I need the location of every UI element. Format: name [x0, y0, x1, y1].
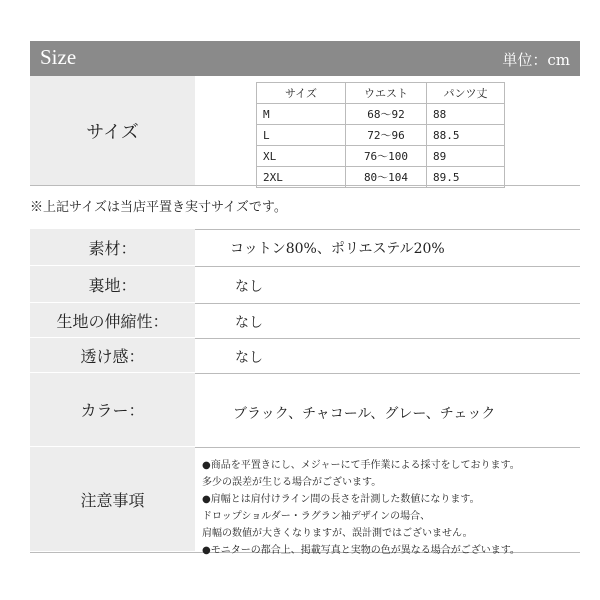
- table-cell: 80〜104: [346, 167, 427, 188]
- column-header: パンツ丈: [427, 83, 505, 104]
- table-cell: M: [257, 104, 346, 125]
- spec-row-lining: [30, 266, 580, 304]
- spec-value: なし: [235, 279, 263, 295]
- spec-row-caution: [30, 447, 580, 556]
- size-header-bar: [30, 41, 580, 76]
- spec-row-color: [30, 373, 580, 448]
- spec-label: 素材：: [30, 229, 195, 265]
- caution-line: ●肩幅とは肩付けライン間の長さを計測した数値になります。: [202, 494, 480, 505]
- spec-label: 注意事項: [30, 447, 195, 551]
- table-cell: 88.5: [427, 125, 505, 146]
- table-cell: 68〜92: [346, 104, 427, 125]
- table-cell: 89.5: [427, 167, 505, 188]
- unit-label: 単位：cm: [502, 51, 570, 69]
- spec-label: カラー：: [30, 373, 195, 446]
- section-title: Size: [40, 45, 77, 69]
- table-cell: 89: [427, 146, 505, 167]
- caution-line: 肩幅の数値が大きくなりますが、誤計測ではございません。: [202, 528, 473, 539]
- column-header: ウエスト: [346, 83, 427, 104]
- spec-label: 生地の伸縮性：: [30, 303, 195, 337]
- table-row: [257, 104, 505, 125]
- spec-value: コットン80%、ポリエステル20%: [230, 241, 445, 257]
- table-cell: 2XL: [257, 167, 346, 188]
- table-header-row: [257, 83, 505, 104]
- table-cell: 72〜96: [346, 125, 427, 146]
- size-table: [256, 82, 505, 188]
- table-cell: XL: [257, 146, 346, 167]
- table-cell: 76〜100: [346, 146, 427, 167]
- spec-label: 透け感：: [30, 338, 195, 372]
- table-cell: L: [257, 125, 346, 146]
- table-row: [257, 125, 505, 146]
- spec-value: なし: [235, 315, 263, 331]
- caution-text: [202, 457, 580, 559]
- table-row: [257, 146, 505, 167]
- spec-value: なし: [235, 350, 263, 366]
- caution-line: ●モニターの都合上、掲載写真と実物の色が異なる場合がございます。: [202, 545, 520, 556]
- spec-value: ブラック、チャコール、グレー、チェック: [233, 406, 496, 422]
- size-label: サイズ: [30, 76, 195, 185]
- spec-row-material: [30, 229, 580, 267]
- caution-line: ドロップショルダー・ラグラン袖デザインの場合、: [202, 511, 431, 522]
- table-row: [257, 167, 505, 188]
- spec-row-sheer: [30, 338, 580, 374]
- caution-line: ●商品を平置きにし、メジャーにて手作業による採寸をしております。: [202, 460, 520, 471]
- spec-label: 裏地：: [30, 266, 195, 302]
- measurement-note: ※上記サイズは当店平置き実寸サイズです。: [30, 200, 287, 215]
- table-cell: 88: [427, 104, 505, 125]
- column-header: サイズ: [257, 83, 346, 104]
- spec-row-stretch: [30, 303, 580, 339]
- caution-line: 多少の誤差が生じる場合がございます。: [202, 477, 382, 488]
